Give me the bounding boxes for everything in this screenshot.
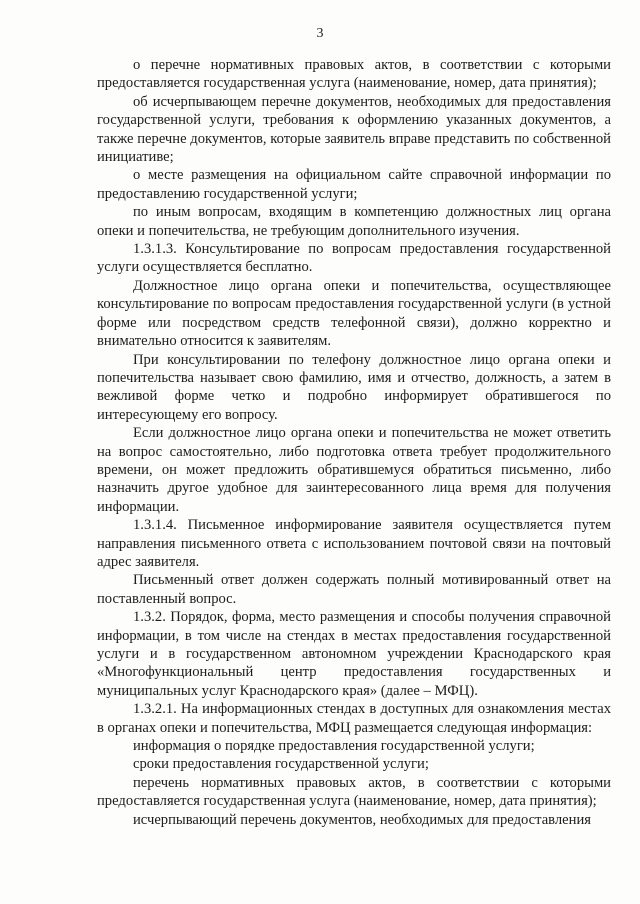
- paragraph: по иным вопросам, входящим в компетенцию должностных лиц органа опеки и попечительства, не требующим дополнительного изучения.: [97, 204, 611, 239]
- paragraph: 1.3.1.3. Консультирование по вопросам предоставления государственной услуги осуществляется бесплатно.: [97, 241, 611, 276]
- paragraph: 1.3.2. Порядок, форма, место размещения и способы получения справочной информации, в том числе на стендах в местах предоставления государственной услуги и в государственном автономном учреждении Краснодарского края «Многофункциональный центр предоставления государственных и муниципальных услуг Краснодарского края» (далее – МФЦ).: [97, 609, 611, 699]
- paragraph: о месте размещения на официальном сайте справочной информации по предоставлению государственной услуги;: [97, 167, 611, 202]
- paragraph: Должностное лицо органа опеки и попечительства, осуществляющее консультирование по вопросам предоставления государственной услуги (в устной форме или посредством средств телефонной связи), должно корректно и внимательно относится к заявителям.: [97, 277, 611, 350]
- document-body: [97, 56, 611, 829]
- paragraph: информация о порядке предоставления государственной услуги;: [133, 738, 535, 755]
- paragraph: 1.3.1.4. Письменное информирование заявителя осуществляется путем направления письменного ответа с использованием почтовой связи на почтовый адрес заявителя.: [97, 517, 611, 570]
- paragraph: об исчерпывающем перечне документов, необходимых для предоставления государственной услуги, требования к оформлению указанных документов, а также перечне документов, которые заявитель вправе представить по собственной инициативе;: [97, 93, 611, 166]
- page-number: 3: [316, 26, 324, 41]
- paragraph: 1.3.2.1. На информационных стендах в доступных для ознакомления местах в органах опеки и попечительства, МФЦ размещается следующая информация:: [97, 701, 611, 736]
- paragraph: При консультировании по телефону должностное лицо органа опеки и попечительства называет свою фамилию, имя и отчество, должность, а затем в вежливой форме четко и подробно информирует обратившегося по интересующему его вопросу.: [97, 351, 611, 423]
- paragraph: перечень нормативных правовых актов, в соответствии с которыми предоставляется государственная услуга (наименование, номер, дата принятия);: [97, 774, 611, 810]
- paragraph: Если должностное лицо органа опеки и попечительства не может ответить на вопрос самостоятельно, либо подготовка ответа требует продолжительного времени, он может предложить обратившемуся обратиться письменно, либо назначить другое удобное для заинтересованного лица время для получения информации.: [97, 425, 611, 515]
- paragraph: исчерпывающий перечень документов, необходимых для предоставления: [133, 811, 591, 828]
- paragraph: о перечне нормативных правовых актов, в соответствии с которыми предоставляется государственная услуга (наименование, номер, дата принятия);: [97, 57, 611, 92]
- paragraph: сроки предоставления государственной услуги;: [133, 756, 429, 773]
- paragraph: Письменный ответ должен содержать полный мотивированный ответ на поставленный вопрос.: [97, 572, 611, 607]
